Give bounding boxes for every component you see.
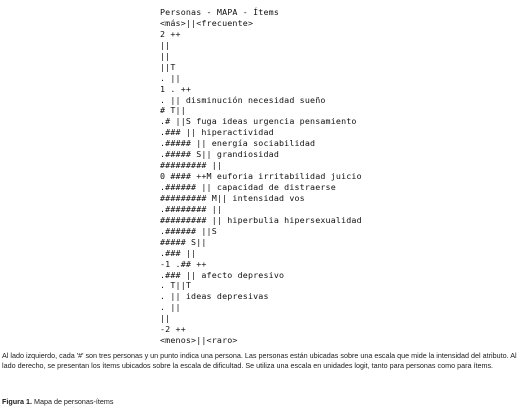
map-line: .### || [160, 247, 197, 258]
map-line: .### || hiperactividad [160, 127, 274, 138]
map-line: . || [160, 72, 181, 83]
map-line: ######### || hiperbulia hipersexualidad [160, 214, 362, 225]
figure-caption: Al lado izquierdo, cada '#' son tres personas y un punto indica una persona. Las personas están ubicadas sobre una escala que mide la intensidad del atributo. Al lado derecho, se presentan los ítems ubicados sobre la escala de dificultad. Se utiliza una escala en unidades logit, tanto para personas como para ítems. [2, 351, 517, 371]
map-line: 2 ++ [160, 28, 181, 39]
map-scale-top-label: <más>||<frecuente> [160, 17, 254, 28]
map-line: .##### S|| grandiosidad [160, 149, 279, 160]
map-line: ######### M|| intensidad vos [160, 192, 305, 203]
map-line: . || disminución necesidad sueño [160, 94, 326, 105]
map-line: || [160, 313, 171, 324]
figure-title [2, 397, 113, 407]
map-line: .###### ||S [160, 225, 217, 236]
map-title: Personas - MAPA - Ítems [160, 7, 279, 17]
map-line: .# ||S fuga ideas urgencia pensamiento [160, 116, 357, 127]
map-line: # T|| [160, 105, 186, 116]
map-line: ######### || [160, 160, 223, 171]
map-line: ||T [160, 61, 176, 72]
map-line: . T||T [160, 280, 192, 291]
figure-title-text: Mapa de personas-ítems [33, 397, 114, 406]
map-line: .######## || [160, 203, 223, 214]
map-line: .##### || energía sociabilidad [160, 138, 316, 149]
map-scale-bottom-label: <menos>||<raro> [160, 335, 238, 346]
map-line: || [160, 50, 171, 61]
map-line: .###### || capacidad de distraerse [160, 182, 336, 192]
figure-number: Figura 1. [2, 397, 32, 406]
map-line: .### || afecto depresivo [160, 269, 285, 280]
map-line: -2 ++ [160, 324, 186, 335]
map-line: 1 . ++ [160, 83, 192, 94]
map-line: . || [160, 302, 181, 313]
map-line: 0 #### ++M euforia irritabilidad juicio [160, 171, 362, 182]
map-line: -1 .## ++ [160, 258, 207, 269]
person-item-map [160, 7, 362, 346]
map-line: ##### S|| [160, 236, 207, 247]
map-line: || [160, 39, 171, 50]
map-line: . || ideas depresivas [160, 291, 269, 302]
